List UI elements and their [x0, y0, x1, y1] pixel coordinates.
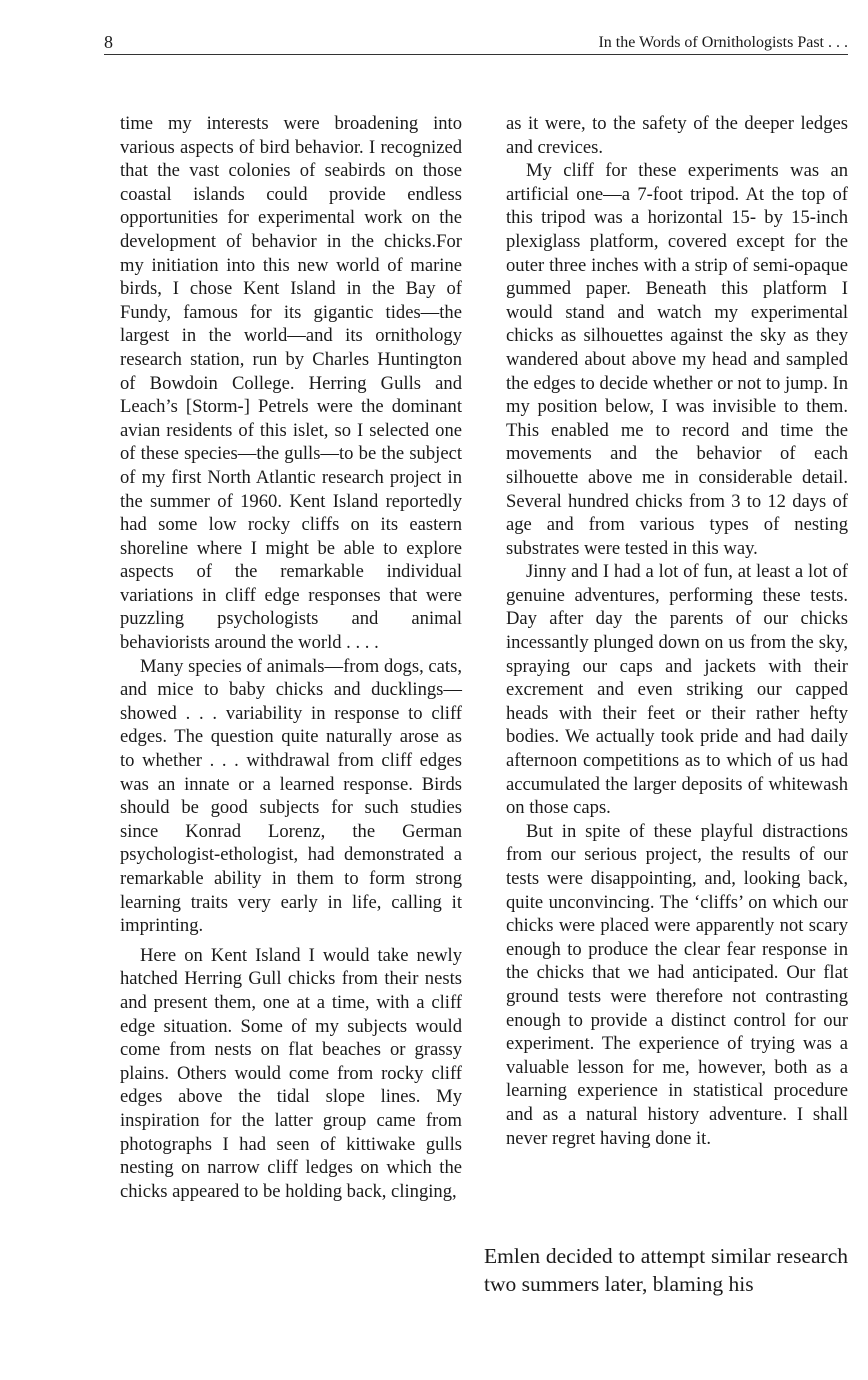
left-paragraph-3: Here on Kent Island I would take newly hatched Herring Gull chicks from their nests and present them, one at a time, with a cliff edge situation. Some of my subjects would come from nests on flat beaches or grassy plains. Others would come from rocky cliff edges above the tidal slope lines. My inspiration for the latter group came from photographs I had seen of kittiwake gulls nesting on narrow cliff ledges on which the chicks appeared to be holding back, clinging, — [120, 944, 462, 1202]
left-paragraph-2: Many species of animals—from dogs, cats, and mice to baby chicks and ducklings—showed . . . variability in response to cliff edges. The question quite naturally arose as to whether . . . withdrawal from cliff edges was an innate or a learned response. Birds should be good subjects for such studies since Konrad Lorenz, the German psychologist-ethologist, had demonstrated a remarkable ability in them to form strong learning traits very early in life, calling it imprinting. — [120, 655, 462, 937]
running-head: In the Words of Ornithologists Past . . . — [598, 34, 848, 51]
page-number: 8 — [104, 32, 113, 52]
page-header — [104, 30, 848, 55]
right-paragraph-4: But in spite of these playful distractions from our serious project, the results of our tests were disappointing, and, looking back, quite unconvincing. The ‘cliffs’ on which our chicks were placed were apparently not scary enough to produce the clear fear response in the chicks that we had anticipated. Our flat ground tests were therefore not contrasting enough to provide a distinct control for our experiment. The experience of trying was a valuable lesson for me, however, both as a learning experience in statistical procedure and as a natural history adventure. I shall never regret having done it. — [506, 820, 848, 1149]
left-paragraph-1: time my interests were broadening into various aspects of bird behavior. I recognized that the vast colonies of seabirds on those coastal islands could provide endless opportunities for experimental work on the development of behavior in the chicks.For my initiation into this new world of marine birds, I chose Kent Island in the Bay of Fundy, famous for its gigantic tides—the largest in the world—and its ornithology research station, run by Charles Huntington of Bowdoin College. Herring Gulls and Leach’s [Storm-] Petrels were the dominant avian residents of this islet, so I selected one of these species—the gulls—to be the subject of my first North Atlantic research project in the summer of 1960. Kent Island reportedly had some low rocky cliffs on its eastern shoreline where I might be able to explore aspects of the remarkable individual variations in cliff edge responses that were puzzling psychologists and animal behaviorists around the world . . . . — [120, 113, 462, 654]
right-paragraph-2: My cliff for these experiments was an artificial one—a 7-foot tripod. At the top of this tripod was a horizontal 15- by 15-inch plexiglass platform, covered except for the outer three inches with a strip of semi-opaque gummed paper. Beneath this platform I would stand and watch my experimental chicks as silhouettes against the sky as they wandered about above my head and sampled the edges to decide whether or not to jump. In my position below, I was invisible to them. This enabled me to record and time the movements and the behavior of each silhouette above me in considerable detail. Several hundred chicks from 3 to 12 days of age and from various types of nesting substrates were tested in this way. — [506, 160, 848, 559]
right-column — [506, 112, 848, 1150]
right-paragraph-3: Jinny and I had a lot of fun, at least a lot of genuine adventures, performing these tests. Day after day the parents of our chicks incessantly plunged down on us from the sky, spraying our caps and jackets with their excrement and even striking our capped heads with their feet or their rather hefty bodies. We actually took pride and had daily afternoon competitions as to which of us had accumulated the larger deposits of whitewash on those caps. — [506, 561, 848, 819]
right-paragraph-1: as it were, to the safety of the deeper ledges and crevices. — [506, 113, 848, 158]
body-text: Emlen decided to attempt similar research two summers later, blaming his — [484, 1244, 848, 1296]
left-column — [120, 112, 462, 1203]
